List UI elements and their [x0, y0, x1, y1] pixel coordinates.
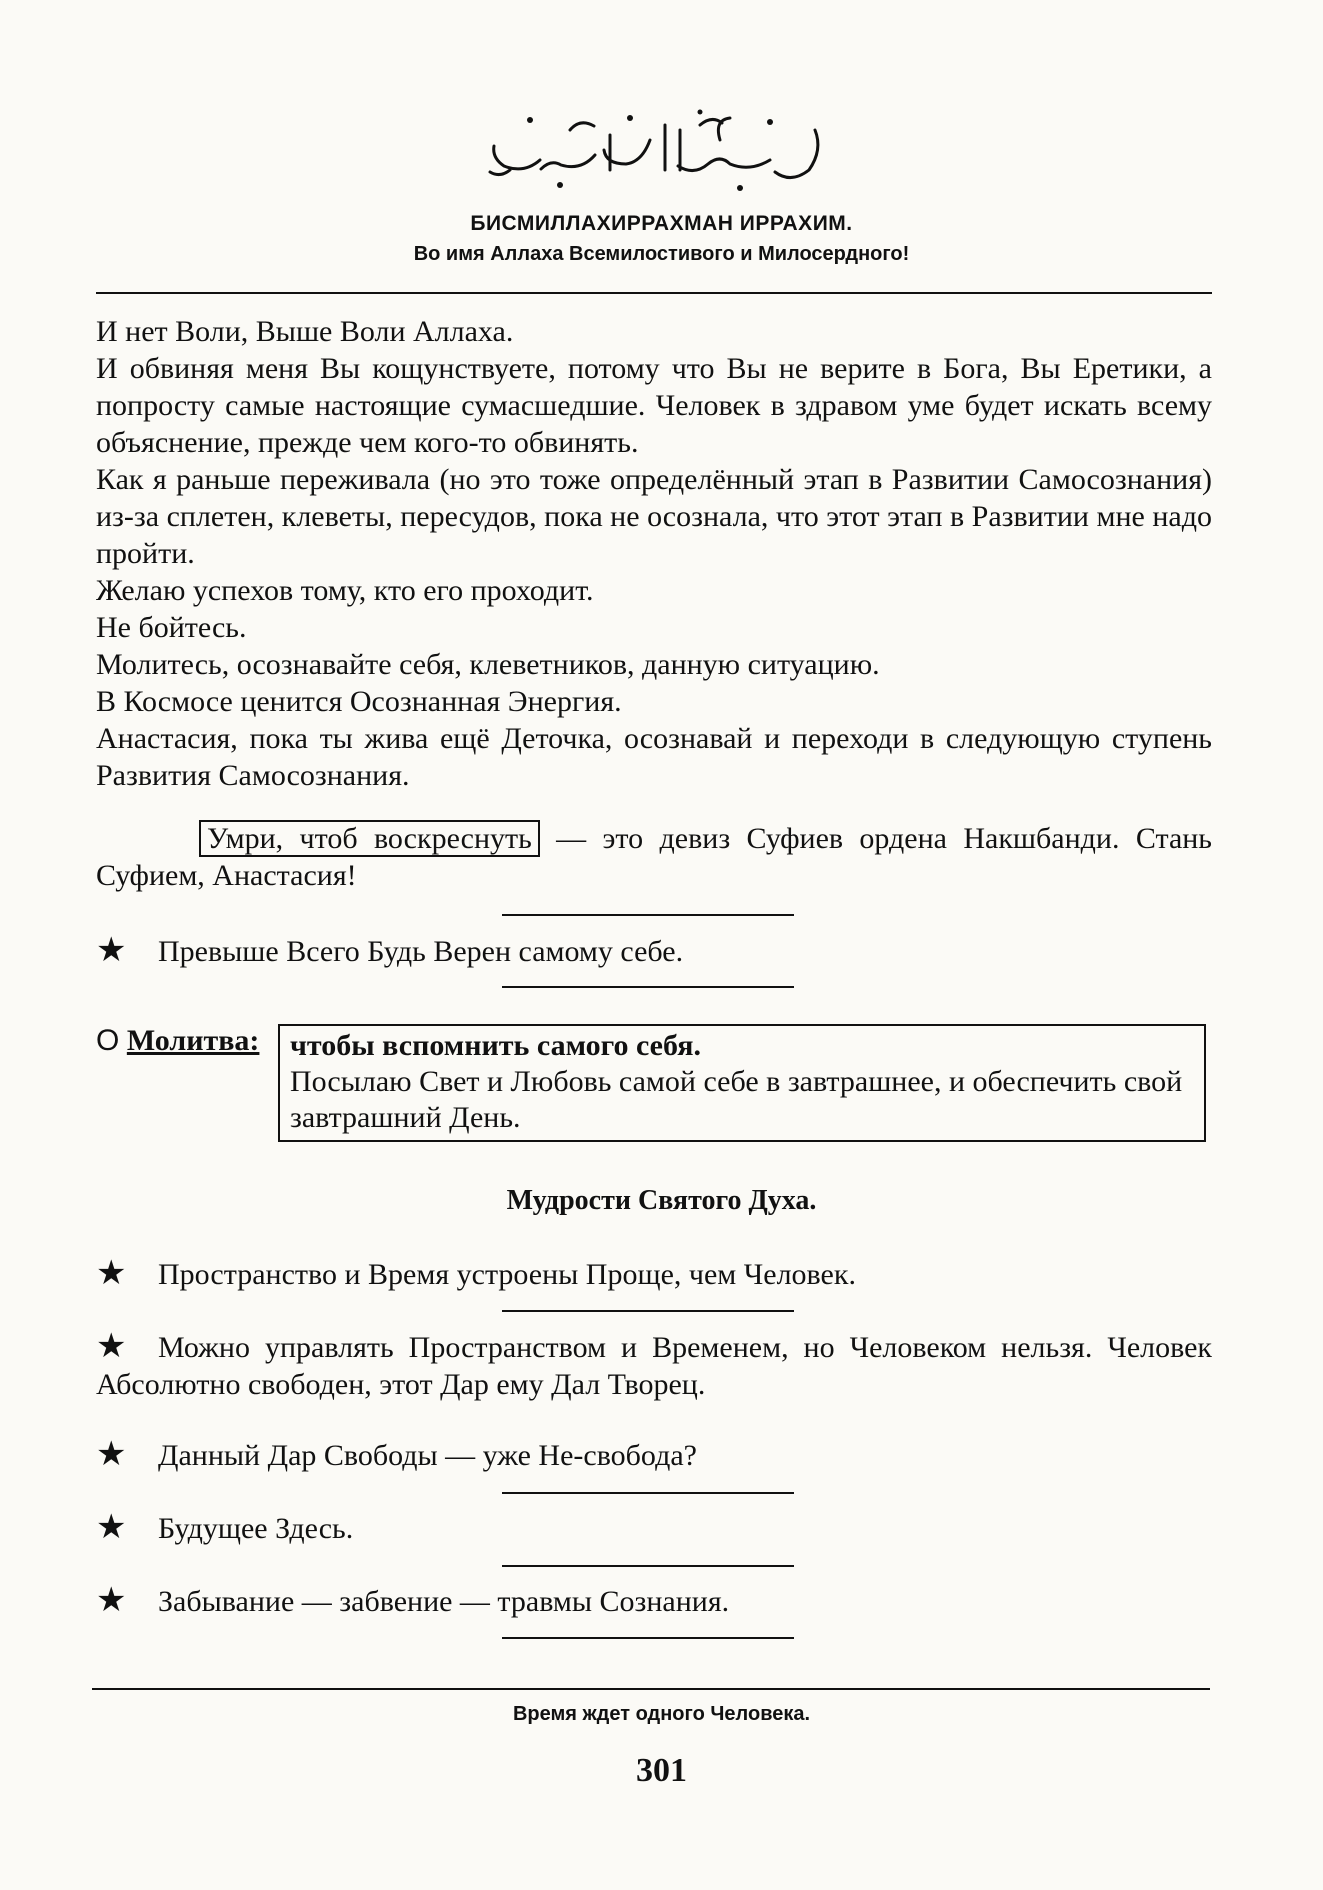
- wisdom-item: [96, 1509, 1212, 1547]
- footer-divider: [92, 1688, 1210, 1690]
- motto-text: — это девиз Суфиев ордена Накшбанди. Стань Суфием, Анастасия!: [96, 822, 1212, 892]
- wisdom-item: [96, 1328, 1212, 1403]
- divider: [502, 986, 794, 988]
- paragraph: Молитесь, осознавайте себя, клеветников, данную ситуацию.: [96, 648, 880, 681]
- wisdom-text: Пространство и Время устроены Проще, чем Человек.: [158, 1258, 856, 1291]
- wisdom-item: [96, 1436, 1212, 1474]
- prayer-box: [278, 1024, 1206, 1142]
- star-icon: ★: [96, 1328, 127, 1365]
- prayer-title: чтобы вспомнить самого себя.: [290, 1029, 701, 1062]
- motto-boxed-phrase: Умри, чтоб воскреснуть: [199, 820, 540, 857]
- page-number: 301: [636, 1752, 687, 1789]
- star-icon: ★: [96, 1582, 127, 1619]
- wisdom-item: [96, 1255, 1212, 1293]
- star-icon: ★: [96, 1436, 127, 1473]
- paragraph: Не бойтесь.: [96, 611, 247, 644]
- basmala-calligraphy: [470, 100, 850, 200]
- prayer-text: Посылаю Свет и Любовь самой себе в завтрашнее, и обеспечить свой завтрашний День.: [290, 1065, 1183, 1134]
- saying: [96, 932, 1212, 970]
- wisdom-item: [96, 1582, 1212, 1620]
- motto-paragraph: [96, 820, 1212, 894]
- wisdom-text: Данный Дар Свободы — уже Не-свобода?: [158, 1439, 697, 1472]
- paragraph: И обвиняя меня Вы кощунствуете, потому что Вы не верите в Бога, Вы Еретики, а попросту самые настоящие сумасшедшие. Человек в здравом уме будет искать всему объяснение, прежде чем кого-то обвинять.: [96, 352, 1212, 459]
- prayer-label: [96, 1024, 259, 1058]
- wisdom-text: Забывание — забвение — травмы Сознания.: [158, 1585, 730, 1618]
- footer-motto: Время ждет одного Человека.: [512, 1703, 811, 1725]
- wisdom-title: Мудрости Святого Духа.: [506, 1185, 817, 1216]
- wisdom-text: Можно управлять Пространством и Временем, но Человеком нельзя. Человек Абсолютно свободен, этот Дар ему Дал Творец.: [96, 1331, 1212, 1401]
- header-title: БИСМИЛЛАХИРРАХМАН ИРРАХИМ.: [470, 212, 853, 235]
- prayer-label-text: Молитва:: [126, 1024, 260, 1057]
- divider: [502, 1492, 794, 1494]
- divider: [502, 1565, 794, 1567]
- star-icon: ★: [96, 1509, 127, 1546]
- main-text: [96, 313, 1212, 794]
- header-subtitle: Во имя Аллаха Всемилостивого и Милосердного!: [413, 243, 910, 265]
- star-icon: ★: [96, 932, 127, 969]
- prayer-marker: О: [96, 1024, 120, 1057]
- divider: [502, 914, 794, 916]
- paragraph: Желаю успехов тому, кто его проходит.: [96, 574, 594, 607]
- paragraph: Анастасия, пока ты жива ещё Деточка, осознавай и переходи в следующую ступень Развития Самосознания.: [96, 722, 1212, 792]
- divider: [502, 1310, 794, 1312]
- paragraph: В Космосе ценится Осознанная Энергия.: [96, 685, 622, 718]
- header-divider: [96, 292, 1212, 294]
- saying-text: Превыше Всего Будь Верен самому себе.: [158, 935, 684, 968]
- divider: [502, 1637, 794, 1639]
- paragraph: Как я раньше переживала (но это тоже определённый этап в Развитии Самосознания) из-за сплетен, клеветы, пересудов, пока не осознала, что этот этап в Развитии мне надо пройти.: [96, 463, 1212, 570]
- star-icon: ★: [96, 1255, 127, 1292]
- wisdom-text: Будущее Здесь.: [158, 1512, 354, 1545]
- paragraph: И нет Воли, Выше Воли Аллаха.: [96, 315, 514, 348]
